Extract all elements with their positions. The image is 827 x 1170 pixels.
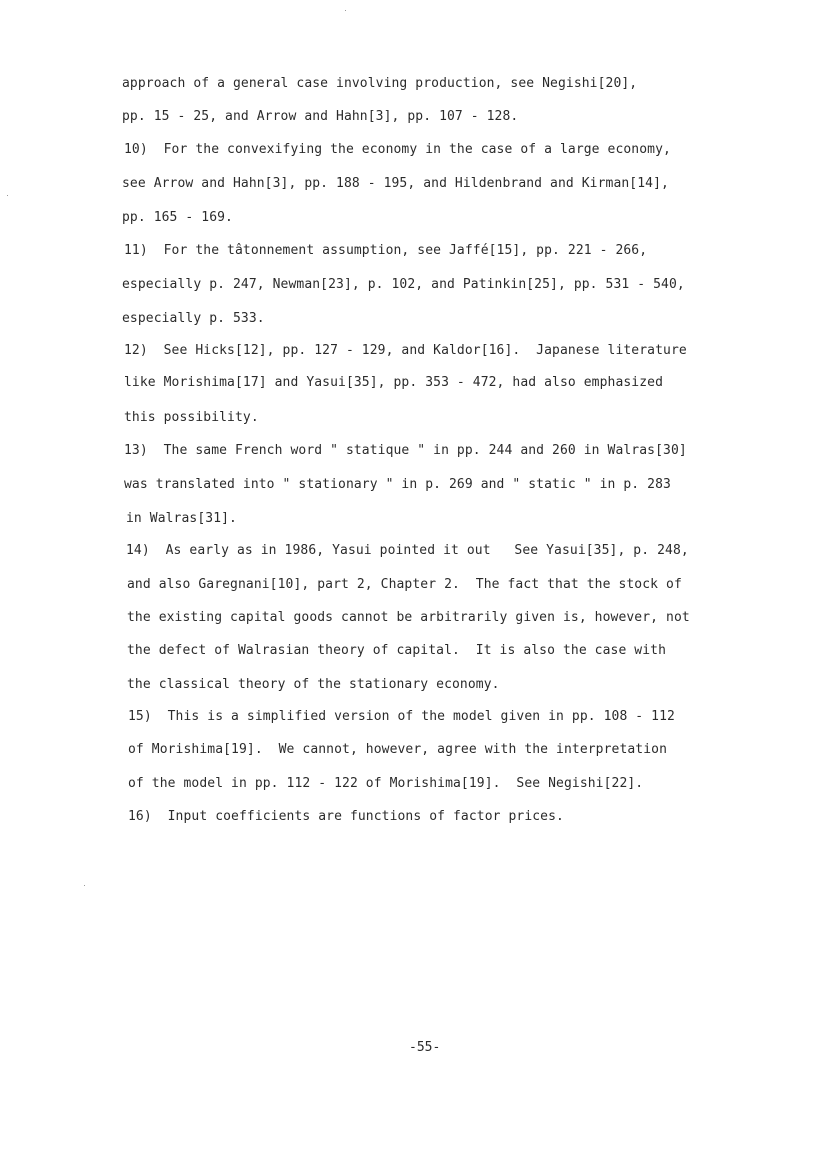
footnote-11-line-2: especially p. 247, Newman[23], p. 102, and Patinkin[25], pp. 531 - 540, xyxy=(122,277,685,292)
scan-speck xyxy=(84,885,85,886)
footnote-14-line-1: 14) As early as in 1986, Yasui pointed it out See Yasui[35], p. 248, xyxy=(126,543,689,558)
scan-speck xyxy=(345,10,346,11)
footnote-12-line-1: 12) See Hicks[12], pp. 127 - 129, and Kaldor[16]. Japanese literature xyxy=(124,343,687,358)
footnote-11-line-1: 11) For the tâtonnement assumption, see Jaffé[15], pp. 221 - 266, xyxy=(124,243,648,258)
footnote-14-line-3: the existing capital goods cannot be arbitrarily given is, however, not xyxy=(127,610,690,625)
footnote-16-line-1: 16) Input coefficients are functions of factor prices. xyxy=(128,809,564,824)
footnote-15-line-1: 15) This is a simplified version of the model given in pp. 108 - 112 xyxy=(128,709,675,724)
footnote-13-line-3: in Walras[31]. xyxy=(126,511,237,526)
footnote-13-line-2: was translated into " stationary " in p. 269 and " static " in p. 283 xyxy=(124,477,671,492)
scan-speck xyxy=(7,195,8,196)
footnote-14-line-5: the classical theory of the stationary economy. xyxy=(127,677,500,692)
footnote-12-line-2: like Morishima[17] and Yasui[35], pp. 353 - 472, had also emphasized xyxy=(124,375,664,390)
footnote-10-line-3: pp. 165 - 169. xyxy=(122,210,233,225)
footnote-10-line-2: see Arrow and Hahn[3], pp. 188 - 195, and Hildenbrand and Kirman[14], xyxy=(122,176,669,191)
footnote-11-line-3: especially p. 533. xyxy=(122,311,265,326)
text-line-2: pp. 15 - 25, and Arrow and Hahn[3], pp. 107 - 128. xyxy=(122,109,519,124)
footnote-14-line-4: the defect of Walrasian theory of capital. It is also the case with xyxy=(127,643,667,658)
footnote-13-line-1: 13) The same French word " statique " in pp. 244 and 260 in Walras[30] xyxy=(124,443,687,458)
footnote-10-line-1: 10) For the convexifying the economy in the case of a large economy, xyxy=(124,142,671,157)
text-line-1: approach of a general case involving production, see Negishi[20], xyxy=(122,76,638,91)
footnote-12-line-3: this possibility. xyxy=(124,410,259,425)
footnote-15-line-2: of Morishima[19]. We cannot, however, agree with the interpretation xyxy=(128,742,668,757)
footnote-15-line-3: of the model in pp. 112 - 122 of Morishima[19]. See Negishi[22]. xyxy=(128,776,644,791)
page-number: -55- xyxy=(409,1040,441,1055)
footnote-14-line-2: and also Garegnani[10], part 2, Chapter 2. The fact that the stock of xyxy=(127,577,682,592)
